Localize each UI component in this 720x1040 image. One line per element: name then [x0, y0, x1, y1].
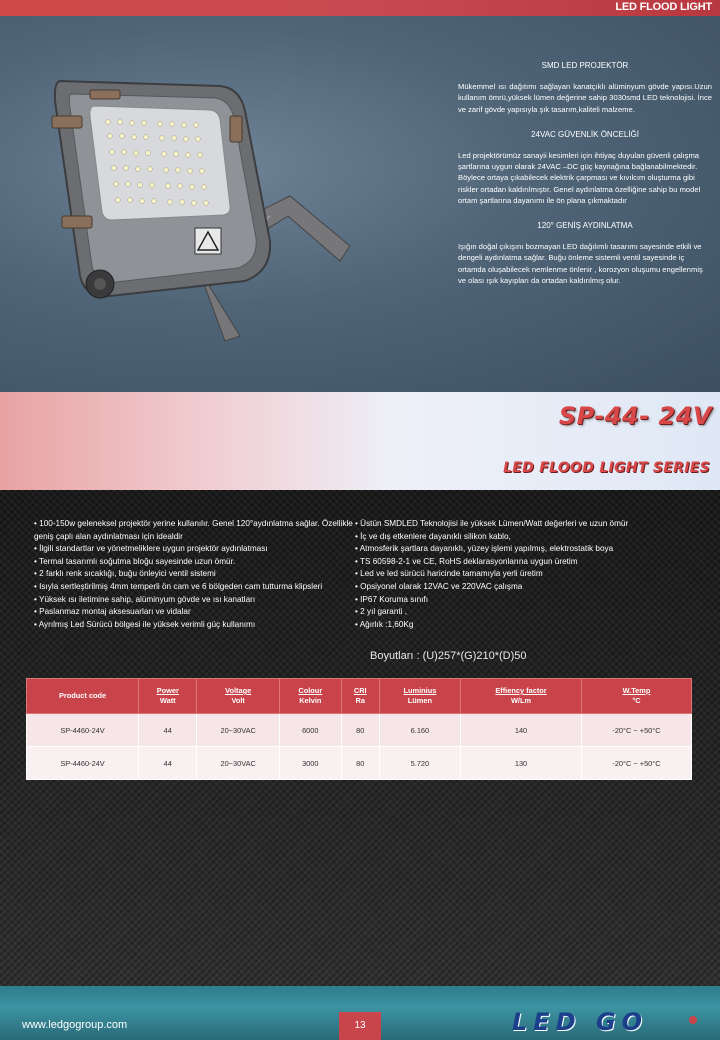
table-cell: 44: [139, 747, 197, 780]
section-body-smd: Mükemmel ısı dağıtımı sağlayan kanatçıklı alüminyum gövde yapısı.Uzun kullanım ömrü,yüksek lümen değerine sahip 3030smd LED teknolojisi. İnce ve zarif gövde yapısıyla şık tasarım,kaliteli malzeme.: [458, 82, 712, 114]
table-cell: -20°C ~ +50°C: [581, 714, 691, 747]
header-colour: Colour Kelvin: [279, 679, 341, 714]
header-label: LED FLOOD LIGHT: [615, 1, 712, 13]
table-header-row: [27, 679, 692, 714]
table-cell: 5.720: [379, 747, 460, 780]
feature-item: • TS 60598-2-1 ve CE, RoHS deklarasyonlarına uygun üretim: [355, 556, 695, 569]
header-wtemp: W.Temp °C: [581, 679, 691, 714]
top-header-bar: [0, 0, 720, 17]
feature-item: • 2 farklı renk sıcaklığı, buğu önleyici ventil sistemi: [34, 568, 354, 581]
table-row: [27, 714, 692, 747]
table-cell: 6000: [279, 714, 341, 747]
table-cell: 140: [461, 714, 582, 747]
table-cell: 6.160: [379, 714, 460, 747]
header-cri: CRI Ra: [341, 679, 379, 714]
website-link[interactable]: www.ledgogroup.com: [22, 1019, 128, 1031]
brand-logo: LED GO: [512, 1008, 649, 1036]
features-right: [355, 518, 695, 631]
features-left: [34, 518, 354, 631]
dimensions-text: Boyutları : (U)257*(G)210*(D)50: [370, 650, 527, 662]
feature-item: • Üstün SMDLED Teknolojisi ile yüksek Lümen/Watt değerleri ve uzun ömür: [355, 518, 695, 531]
table-row: [27, 747, 692, 780]
feature-item: • Termal tasarımlı soğutma bloğu sayesinde uzun ömür.: [34, 556, 354, 569]
header-luminius: Luminius Lümen: [379, 679, 460, 714]
feature-item: • IP67 Koruma sınıfı: [355, 594, 695, 607]
feature-item: • Led ve led sürücü haricinde tamamıyla yerli üretim: [355, 568, 695, 581]
flood-light-image: [40, 56, 370, 356]
header-product-code: Product code: [27, 679, 139, 714]
table-cell: 3000: [279, 747, 341, 780]
feature-item: • Isıyla sertleştirilmiş 4mm temperli ön cam ve 6 bölgeden cam tutturma klipsleri: [34, 581, 354, 594]
table-cell: 80: [341, 714, 379, 747]
hero-text-block: [458, 60, 712, 300]
table-cell: SP-4460-24V: [27, 714, 139, 747]
model-title: SP-44- 24V: [558, 402, 712, 430]
feature-item: • Ağırlık :1,60Kg: [355, 619, 695, 632]
series-title: LED FLOOD LIGHT SERIES: [503, 460, 710, 476]
section-body-safety: Led projektörümüz sanayii kesimleri için ihtiyaç duyulan güvenli çalışma şartlarına uygun olarak 24VAC –DC güç kaynağına bağlanabilmektedir. Böylece ortaya çıkabilecek elektrik çarpması ve kıvılcım oluşturma gibi riskler ortadan kaldırılmıştır. Genel aydınlatma özelliğine sahip bu model ortam şartlarına dayanımı ile ön plana çıkmaktadır: [458, 151, 701, 205]
feature-item: • İç ve dış etkenlere dayanıklı silikon kablo,: [355, 531, 695, 544]
table-cell: 44: [139, 714, 197, 747]
feature-item: • Ayrılmış Led Sürücü bölgesi ile yüksek verimli güç kullanımı: [34, 619, 354, 632]
feature-item: • 100-150w geleneksel projektör yerine kullanılır. Genel 120°aydınlatma sağlar. Özellikle geniş çaplı alan aydınlatması için idealdir: [34, 518, 354, 543]
feature-item: • Opsiyonel olarak 12VAC ve 220VAC çalışma: [355, 581, 695, 594]
feature-item: • Yüksek ısı iletimine sahip, alüminyum gövde ve ısı kanatları: [34, 594, 354, 607]
feature-item: • 2 yıl garanti ,: [355, 606, 695, 619]
table-cell: -20°C ~ +50°C: [581, 747, 691, 780]
page-number: 13: [339, 1012, 381, 1040]
header-voltage: Voltage Volt: [197, 679, 279, 714]
feature-item: • Paslanmaz montaj aksesuarları ve vidalar: [34, 606, 354, 619]
section-body-wide: Işığın doğal çıkışını bozmayan LED dağılımlı tasarımı sayesinde etkili ve dengeli aydınlatma sağlar. Buğu önleme sistemli ventil sayesinde iç ortamda oluşabilecek nemlenme önlenir , korozyon oluşumu engellenmiş ve olası ışık kayıpları da ortadan kaldırılmış olur.: [458, 242, 703, 285]
table-cell: SP-4460-24V: [27, 747, 139, 780]
table-cell: 80: [341, 747, 379, 780]
feature-item: • Atmosferik şartlara dayanıklı, yüzey işlemi yapılmış, elektrostatik boya: [355, 543, 695, 556]
table-cell: 130: [461, 747, 582, 780]
feature-item: • İlgili standartlar ve yönetmeliklere uygun projektör aydınlatması: [34, 543, 354, 556]
header-effiency: Effiency factor W/Lm: [461, 679, 582, 714]
spec-table: [26, 678, 692, 780]
table-cell: 20~30VAC: [197, 747, 279, 780]
section-title-smd: SMD LED PROJEKTÖR: [541, 61, 629, 70]
table-cell: 20~30VAC: [197, 714, 279, 747]
section-title-safety: 24VAC GÜVENLİK ÖNCELİĞİ: [531, 129, 639, 139]
brand-dot-icon: [689, 1016, 697, 1024]
section-title-wide: 120° GENİŞ AYDINLATMA: [537, 221, 633, 231]
header-power: Power Watt: [139, 679, 197, 714]
